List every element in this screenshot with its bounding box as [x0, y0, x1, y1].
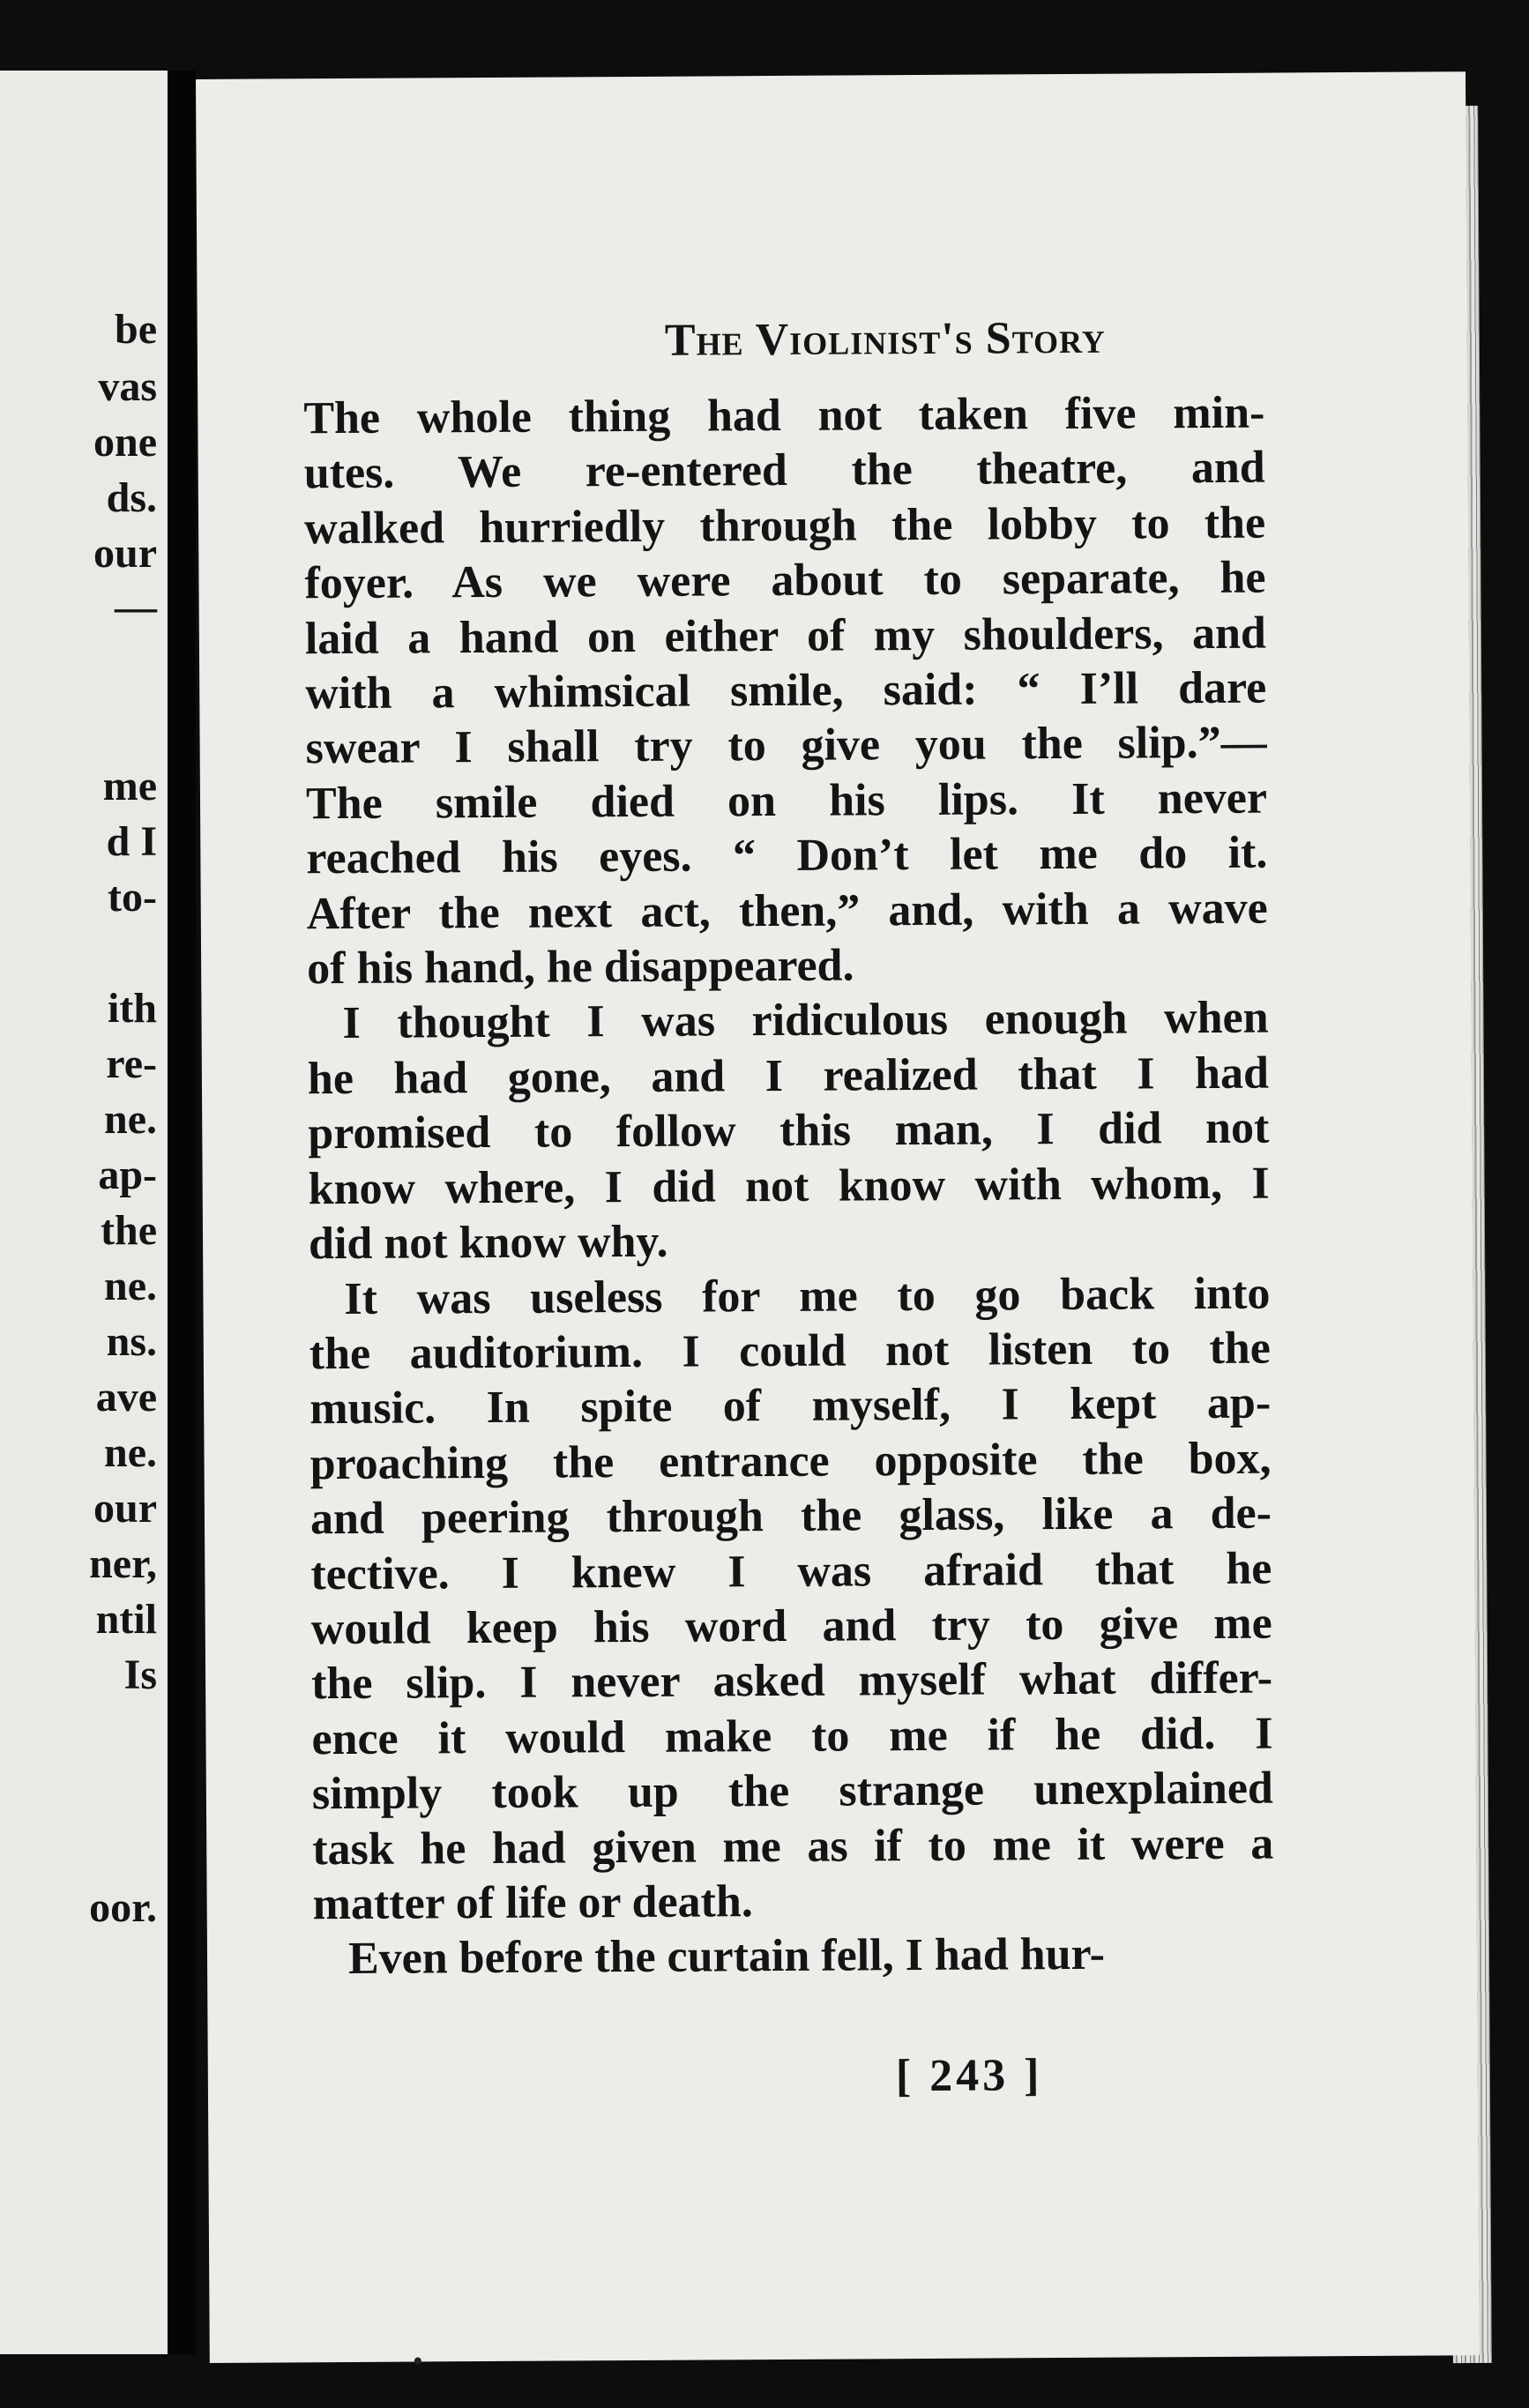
text-line: would keep his word and try to give me — [310, 1598, 1272, 1655]
left-page-fragment: ave — [95, 1374, 157, 1420]
left-page-fragment: me — [102, 763, 157, 809]
text-line: promised to follow this man, I did not — [308, 1102, 1270, 1159]
text-line: utes. We re-entered the theatre, and — [303, 443, 1265, 499]
book-page — [196, 71, 1480, 2363]
text-line: laid a hand on either of my shoulders, and — [304, 608, 1267, 664]
left-page-fragment: ns. — [106, 1318, 157, 1365]
left-page-fragment: ne. — [104, 1429, 157, 1476]
text-line: walked hurriedly through the lobby to the — [303, 497, 1266, 555]
left-page-fragment: oor. — [89, 1884, 157, 1931]
left-page-fragment: one — [93, 419, 157, 466]
left-page-fragment: ne. — [104, 1263, 157, 1309]
text-line: did not know why. — [308, 1216, 668, 1270]
text-line: Even before the curtain fell, I had hur- — [347, 1929, 1106, 1985]
paragraph — [303, 386, 1268, 997]
text-line: and peering through the glass, like a de- — [310, 1487, 1272, 1545]
text-line: reached his eyes. “ Don’t let me do it. — [306, 827, 1268, 884]
book-gutter — [168, 71, 196, 2354]
left-page-fragment: to- — [108, 874, 157, 921]
text-line: tective. I knew I was afraid that he — [310, 1543, 1272, 1599]
text-line: the auditorium. I could not listen to the — [309, 1323, 1271, 1380]
paragraph — [307, 991, 1270, 1272]
running-head: The Violinist's Story — [664, 312, 1106, 366]
text-line: proaching the entrance opposite the box, — [310, 1433, 1272, 1489]
text-line: music. In spite of myself, I kept ap- — [310, 1377, 1272, 1435]
text-line: After the next act, then,” and, with a wave — [306, 883, 1268, 939]
text-line: ence it would make to me if he did. I — [311, 1708, 1273, 1764]
left-page-fragment: ds. — [106, 474, 157, 521]
text-line: know where, I did not know with whom, I — [308, 1158, 1270, 1214]
left-page-fragment: ntil — [95, 1596, 157, 1643]
text-line: The smile died on his lips. It never — [305, 772, 1268, 830]
left-page-fragment: our — [93, 530, 157, 577]
text-line: task he had given me as if to me it were a — [312, 1818, 1274, 1875]
previous-page-edge — [0, 71, 169, 2354]
text-line: I thought I was ridiculous enough when — [342, 993, 1269, 1049]
text-line: with a whimsical smile, said: “ I’ll dare — [305, 662, 1267, 719]
text-line: of his hand, he disappeared. — [306, 940, 854, 995]
left-page-fragment: the — [101, 1207, 157, 1254]
ink-speck — [414, 2357, 421, 2364]
left-page-fragment: d I — [106, 818, 157, 865]
text-line: It was useless for me to go back into — [344, 1268, 1271, 1324]
left-page-fragment: ith — [107, 985, 157, 1032]
text-line: matter of life or death. — [312, 1876, 753, 1930]
left-page-fragment: ne. — [104, 1096, 157, 1143]
left-page-fragment: vas — [98, 363, 157, 410]
text-line: the slip. I never asked myself what differ- — [310, 1652, 1273, 1710]
left-page-fragment: our — [93, 1485, 157, 1532]
left-page-fragment: ner, — [89, 1540, 157, 1587]
left-page-fragment: re- — [106, 1040, 157, 1087]
text-line: foyer. As we were about to separate, he — [304, 552, 1266, 609]
left-page-fragment: ap- — [98, 1152, 157, 1198]
text-line: The whole thing had not taken five min- — [303, 387, 1265, 444]
text-line: simply took up the strange unexplained — [311, 1763, 1274, 1820]
body-text — [303, 386, 1274, 1987]
left-page-fragment: — — [115, 584, 157, 630]
left-page-fragment: Is — [123, 1651, 157, 1698]
page-number: [ 243 ] — [895, 2050, 1043, 2102]
text-line: swear I shall try to give you the slip.”— — [305, 718, 1267, 774]
paragraph — [313, 1927, 1274, 1987]
left-page-fragment: be — [115, 306, 157, 353]
paragraph — [309, 1266, 1274, 1933]
text-line: he had gone, and I realized that I had — [307, 1047, 1270, 1105]
